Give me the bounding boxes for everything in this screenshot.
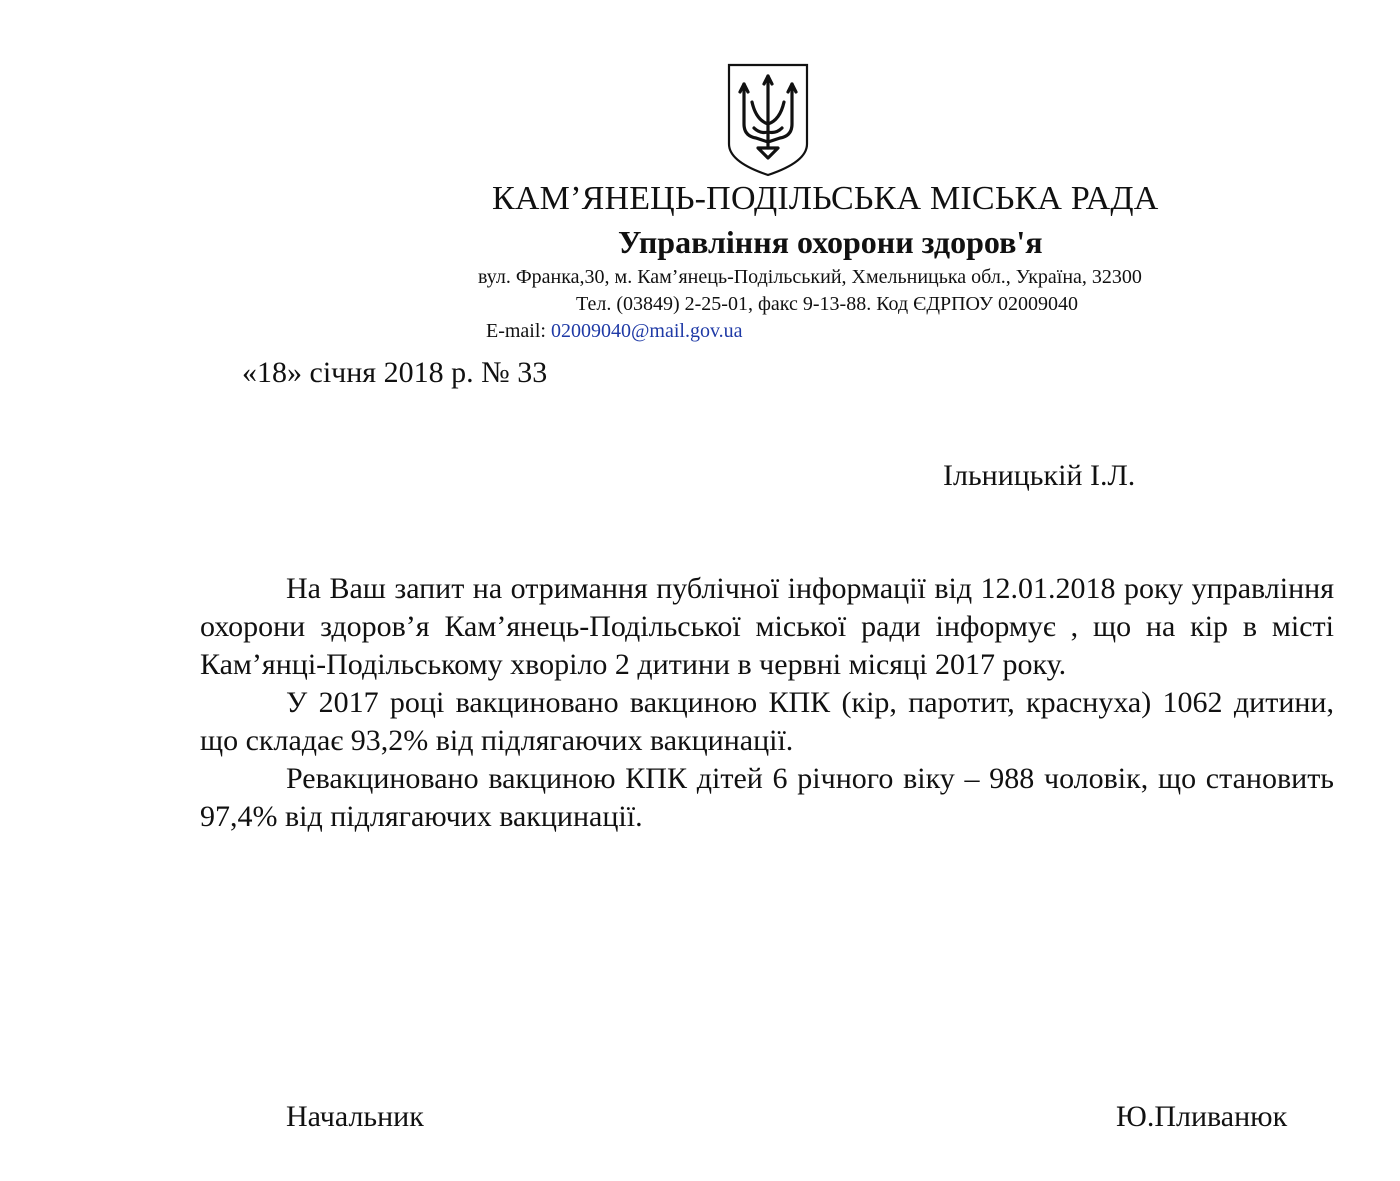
recipient-name: Ільницькій І.Л. bbox=[943, 459, 1136, 492]
letter-body bbox=[200, 570, 1334, 836]
department-name: Управління охорони здоров'я bbox=[618, 224, 1043, 260]
document-reference: «18» січня 2018 р. № 33 bbox=[242, 356, 548, 389]
body-paragraph: На Ваш запит на отримання публічної інформації від 12.01.2018 року управління охорони здоров’я Кам’янець-Подільської міської ради інформує , що на кір в місті Кам’янці-Подільському хворіло 2 дитини в червні місяці 2017 року. bbox=[200, 572, 1334, 681]
email-link[interactable]: 02009040@mail.gov.ua bbox=[550, 320, 743, 342]
email-line bbox=[486, 320, 743, 343]
signatory-title: Начальник bbox=[286, 1100, 424, 1133]
body-paragraph: Ревакциновано вакциною КПК дітей 6 річного віку – 988 чоловік, що становить 97,4% від підлягаючих вакцинації. bbox=[200, 762, 1334, 833]
email-label: E-mail: bbox=[486, 320, 551, 342]
body-paragraph: У 2017 році вакциновано вакциною КПК (кір, паротит, краснуха) 1062 дитини, що складає 93,2% від підлягаючих вакцинації. bbox=[200, 686, 1334, 757]
address-line: вул. Франка,30, м. Кам’янець-Подільський, Хмельницька обл., Україна, 32300 bbox=[478, 266, 1142, 288]
trident-coat-of-arms-icon bbox=[726, 62, 810, 178]
organization-name: КАМ’ЯНЕЦЬ-ПОДІЛЬСЬКА МІСЬКА РАДА bbox=[492, 180, 1159, 217]
phone-line: Тел. (03849) 2-25-01, факс 9-13-88. Код ЄДРПОУ 02009040 bbox=[576, 293, 1079, 315]
signatory-name: Ю.Пливанюк bbox=[1116, 1100, 1288, 1133]
